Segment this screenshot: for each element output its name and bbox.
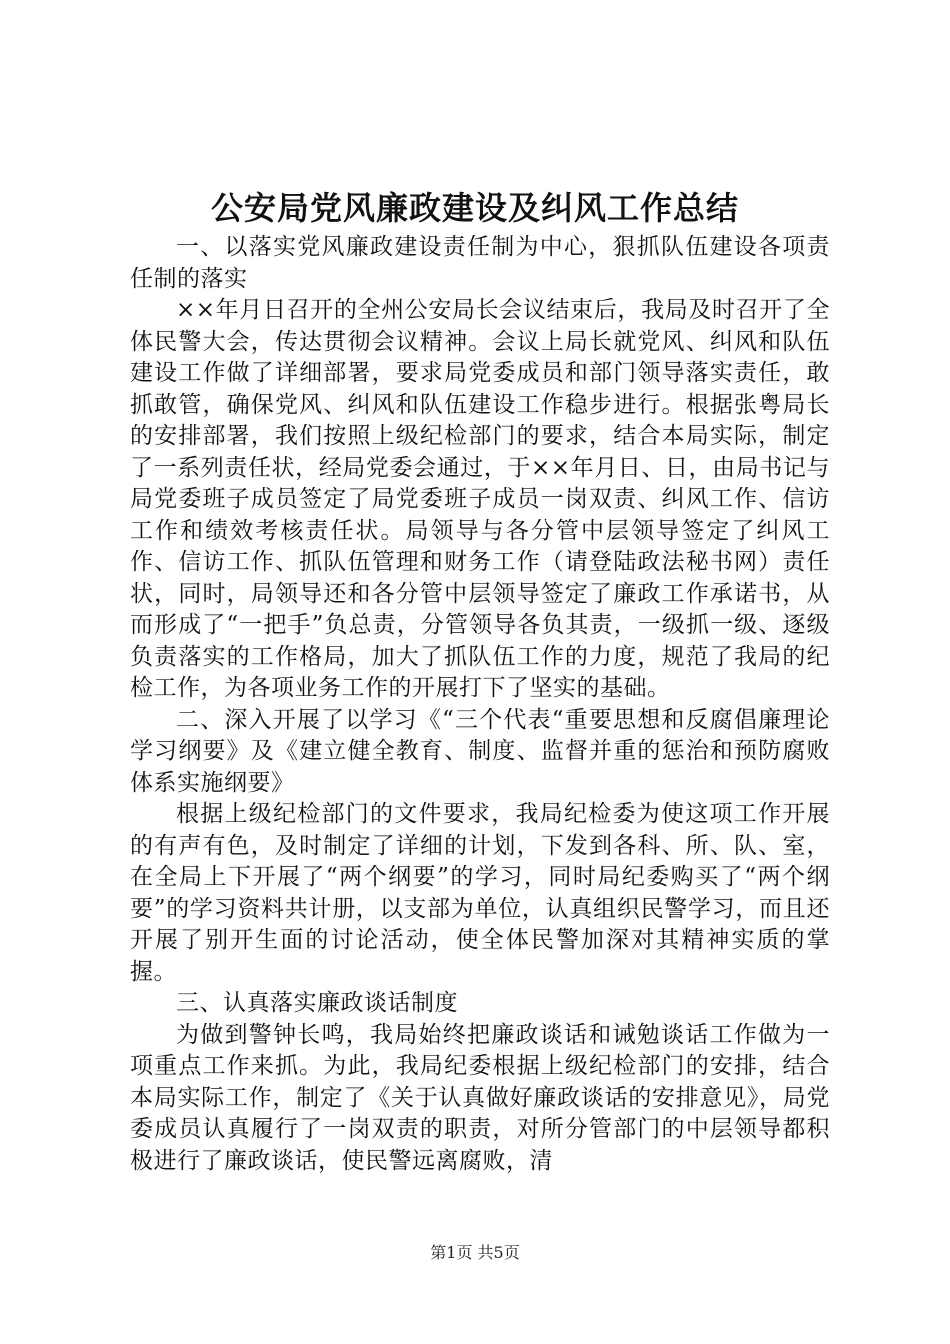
section-heading-2: 二、深入开展了以学习《“三个代表“重要思想和反腐倡廉理论学习纲要》及《建立健全教育、制度、监督并重的惩治和预防腐败体系实施纲要》: [130, 706, 830, 796]
page-footer: 第1页 共5页: [430, 1243, 520, 1262]
document-body: [130, 232, 830, 1177]
document-title: 公安局党风廉政建设及纠风工作总结: [210, 189, 739, 227]
paragraph-3: 为做到警钟长鸣，我局始终把廉政谈话和诫勉谈话工作做为一项重点工作来抓。为此，我局纪委根据上级纪检部门的安排，结合本局实际工作，制定了《关于认真做好廉政谈话的安排意见》，局党委成员认真履行了一岗双责的职责，对所分管部门的中层领导都积极进行了廉政谈话，使民警远离腐败，清: [130, 1021, 830, 1174]
paragraph-2: 根据上级纪检部门的文件要求，我局纪检委为使这项工作开展的有声有色，及时制定了详细的计划，下发到各科、所、队、室，在全局上下开展了“两个纲要”的学习，同时局纪委购买了“两个纲要”的学习资料共计册，以支部为单位，认真组织民警学习，而且还开展了别开生面的讨论活动，使全体民警加深对其精神实质的掌握。: [130, 801, 830, 985]
section-heading-3: 三、认真落实廉政谈话制度: [176, 990, 458, 1016]
paragraph-1: ××年月日召开的全州公安局长会议结束后，我局及时召开了全体民警大会，传达贯彻会议精神。会议上局长就党风、纠风和队伍建设工作做了详细部署，要求局党委成员和部门领导落实责任，敢抓敢管，确保党风、纠风和队伍建设工作稳步进行。根据张粤局长的安排部署，我们按照上级纪检部门的要求，结合本局实际，制定了一系列责任状，经局党委会通过，于××年月日、日，由局书记与局党委班子成员签定了局党委班子成员一岗双责、纠风工作、信访工作和绩效考核责任状。局领导与各分管中层领导签定了纠风工作、信访工作、抓队伍管理和财务工作（请登陆政法秘书网）责任状，同时，局领导还和各分管中层领导签定了廉政工作承诺书，从而形成了“一把手”负总责，分管领导各负其责，一级抓一级、逐级负责落实的工作格局，加大了抓队伍工作的力度，规范了我局的纪检工作，为各项业务工作的开展打下了坚实的基础。: [130, 297, 830, 701]
section-heading-1: 一、以落实党风廉政建设责任制为中心，狠抓队伍建设各项责任制的落实: [130, 234, 830, 292]
